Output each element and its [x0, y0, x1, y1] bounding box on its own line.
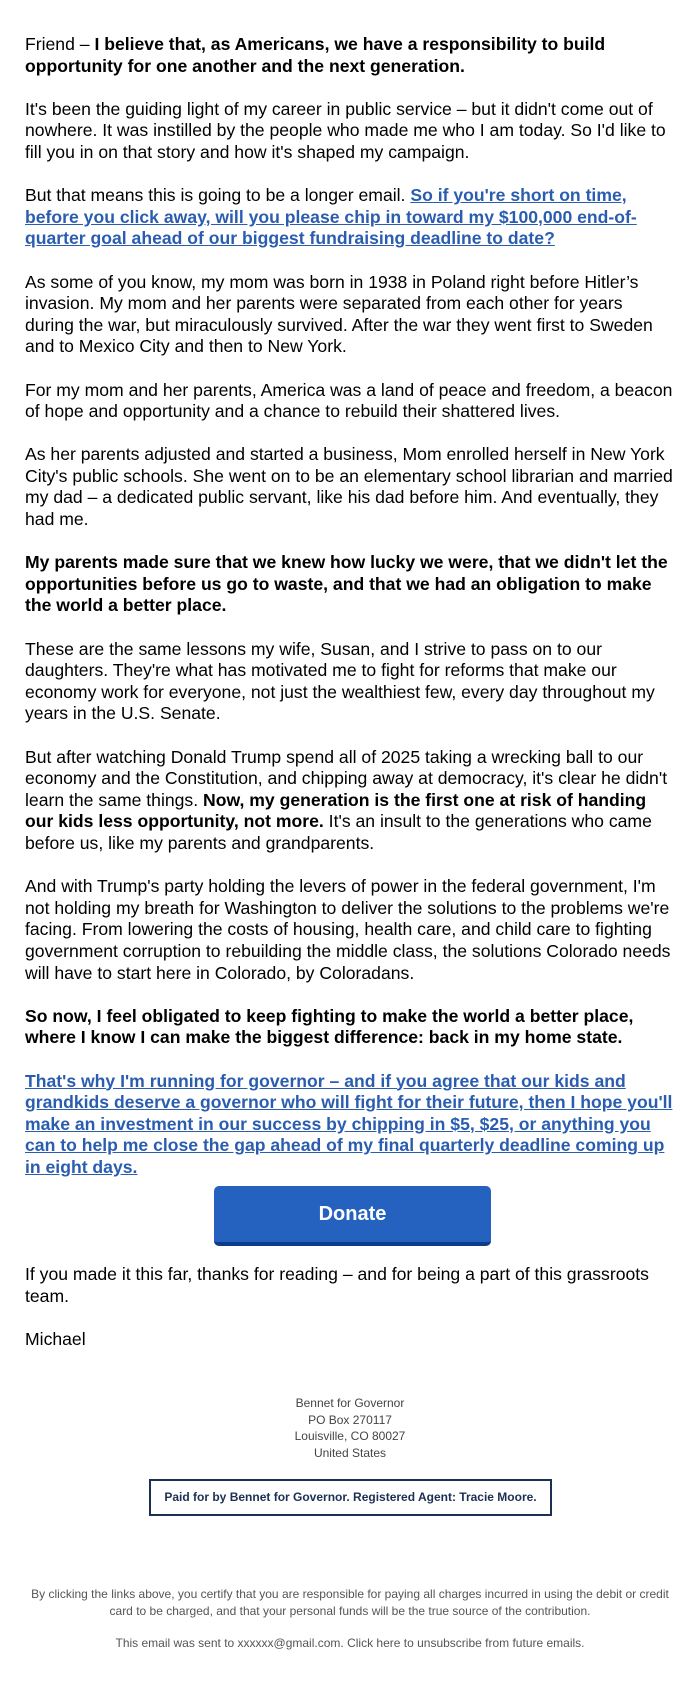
sent-to-line	[0, 1635, 700, 1651]
trump-text-2: It's an insult to the generations who came before us, like my parents and grandparents.	[25, 811, 652, 853]
paragraph-washington: And with Trump's party holding the levers of power in the federal government, I'm not holding my breath for Washington to deliver the solutions to the problems we're facing. From lowering the costs of housing, health care, and child care to fighting government corruption to rebuilding the middle class, the solutions Colorado needs will have to start here in Colorado, by Coloradans.	[25, 876, 671, 983]
paragraph-trump	[25, 747, 675, 855]
trump-bold-text: Now, my generation is the first one at risk of handing our kids less opportunity, not more.	[25, 789, 647, 832]
paragraph-thanks: If you made it this far, thanks for reading – and for being a part of this grassroots team.	[25, 1264, 649, 1306]
contribution-disclaimer: By clicking the links above, you certify that you are responsible for paying all charges incurred in using the debit or credit card to be charged, and that your personal funds will be the true source of the contribution.	[31, 1587, 669, 1618]
paragraph-home-state	[25, 1006, 675, 1049]
paragraph-lessons: These are the same lessons my wife, Susan, and I strive to pass on to our daughters. They're what has motivated me to fight for reforms that make our economy work for everyone, not just the wealthiest few, every day throughout my years in the U.S. Senate.	[25, 638, 655, 724]
greeting-text: Friend –	[25, 34, 95, 54]
signature: Michael	[25, 1328, 86, 1349]
unsubscribe-link[interactable]: . Click here to unsubscribe from future emails.	[340, 1636, 585, 1650]
address-org: Bennet for Governor	[295, 1396, 405, 1410]
longer-email-text: But that means this is going to be a longer email.	[25, 185, 411, 206]
paragraph-parents-business: As her parents adjusted and started a business, Mom enrolled herself in New York City's public schools. She went on to be an elementary school librarian and married my dad – a dedicated public servant, like his dad before him. And eventually, they had me.	[25, 444, 673, 530]
sent-to-prefix: This email was sent to	[115, 1636, 238, 1650]
governor-ask-link[interactable]: That's why I'm running for governor – and if you agree that our kids and grandkids deserve a governor who will fight for their future, then I hope you'll make an investment in our success by chipping in $5, $25, or anything you can to help me close the gap ahead of my final quarterly deadline coming up in eight days.	[25, 1070, 673, 1177]
lucky-bold-text: My parents made sure that we knew how lucky we were, that we didn't let the opportunities before us go to waste, and that we had an obligation to make the world a better place.	[25, 552, 668, 616]
paragraph-lucky	[25, 552, 675, 617]
donate-button-wrapper	[214, 1186, 491, 1245]
mailing-address	[0, 1395, 700, 1461]
trump-text-1: But after watching Donald Trump spend all of 2025 taking a wrecking ball to our economy and the Constitution, and chipping away at democracy, it's clear he didn't learn the same things.	[25, 746, 668, 810]
home-state-bold-text: So now, I feel obligated to keep fighting to make the world a better place, where I know I can make the biggest difference: back in my home state.	[25, 1005, 634, 1048]
email-closing	[25, 1264, 675, 1372]
paragraph-longer-email	[25, 185, 675, 250]
address-country: United States	[313, 1445, 387, 1460]
paragraph-career: It's been the guiding light of my career in public service – but it didn't come out of nowhere. It was instilled by the people who made me who I am today. So I'd like to fill you in on that story and how it's shaped my campaign.	[25, 98, 666, 162]
email-body	[25, 34, 675, 1200]
paragraph-governor-ask	[25, 1071, 675, 1179]
sent-to-email: xxxxxx@gmail.com	[237, 1636, 341, 1650]
paid-for-disclaimer-box: Paid for by Bennet for Governor. Registered Agent: Tracie Moore.	[149, 1479, 552, 1516]
address-city: Louisville, CO 80027	[294, 1429, 406, 1443]
chip-in-link[interactable]: So if you're short on time, before you click away, will you please chip in toward my $100,000 end-of-quarter goal ahead of our biggest fundraising deadline to date?	[25, 185, 637, 249]
donate-button[interactable]: Donate	[214, 1186, 491, 1246]
paragraph-greeting	[25, 34, 675, 77]
paragraph-mom-history: As some of you know, my mom was born in 1938 in Poland right before Hitler’s invasion. My mom and her parents were separated from each other for years during the war, but miraculously survived. After the war they went first to Sweden and to Mexico City and then to New York.	[25, 271, 653, 357]
address-po-box: PO Box 270117	[308, 1412, 392, 1427]
paragraph-america: For my mom and her parents, America was a land of peace and freedom, a beacon of hope and opportunity and a chance to rebuild their shattered lives.	[25, 379, 673, 422]
greeting-bold-text: I believe that, as Americans, we have a responsibility to build opportunity for one another and the next generation.	[25, 34, 606, 76]
